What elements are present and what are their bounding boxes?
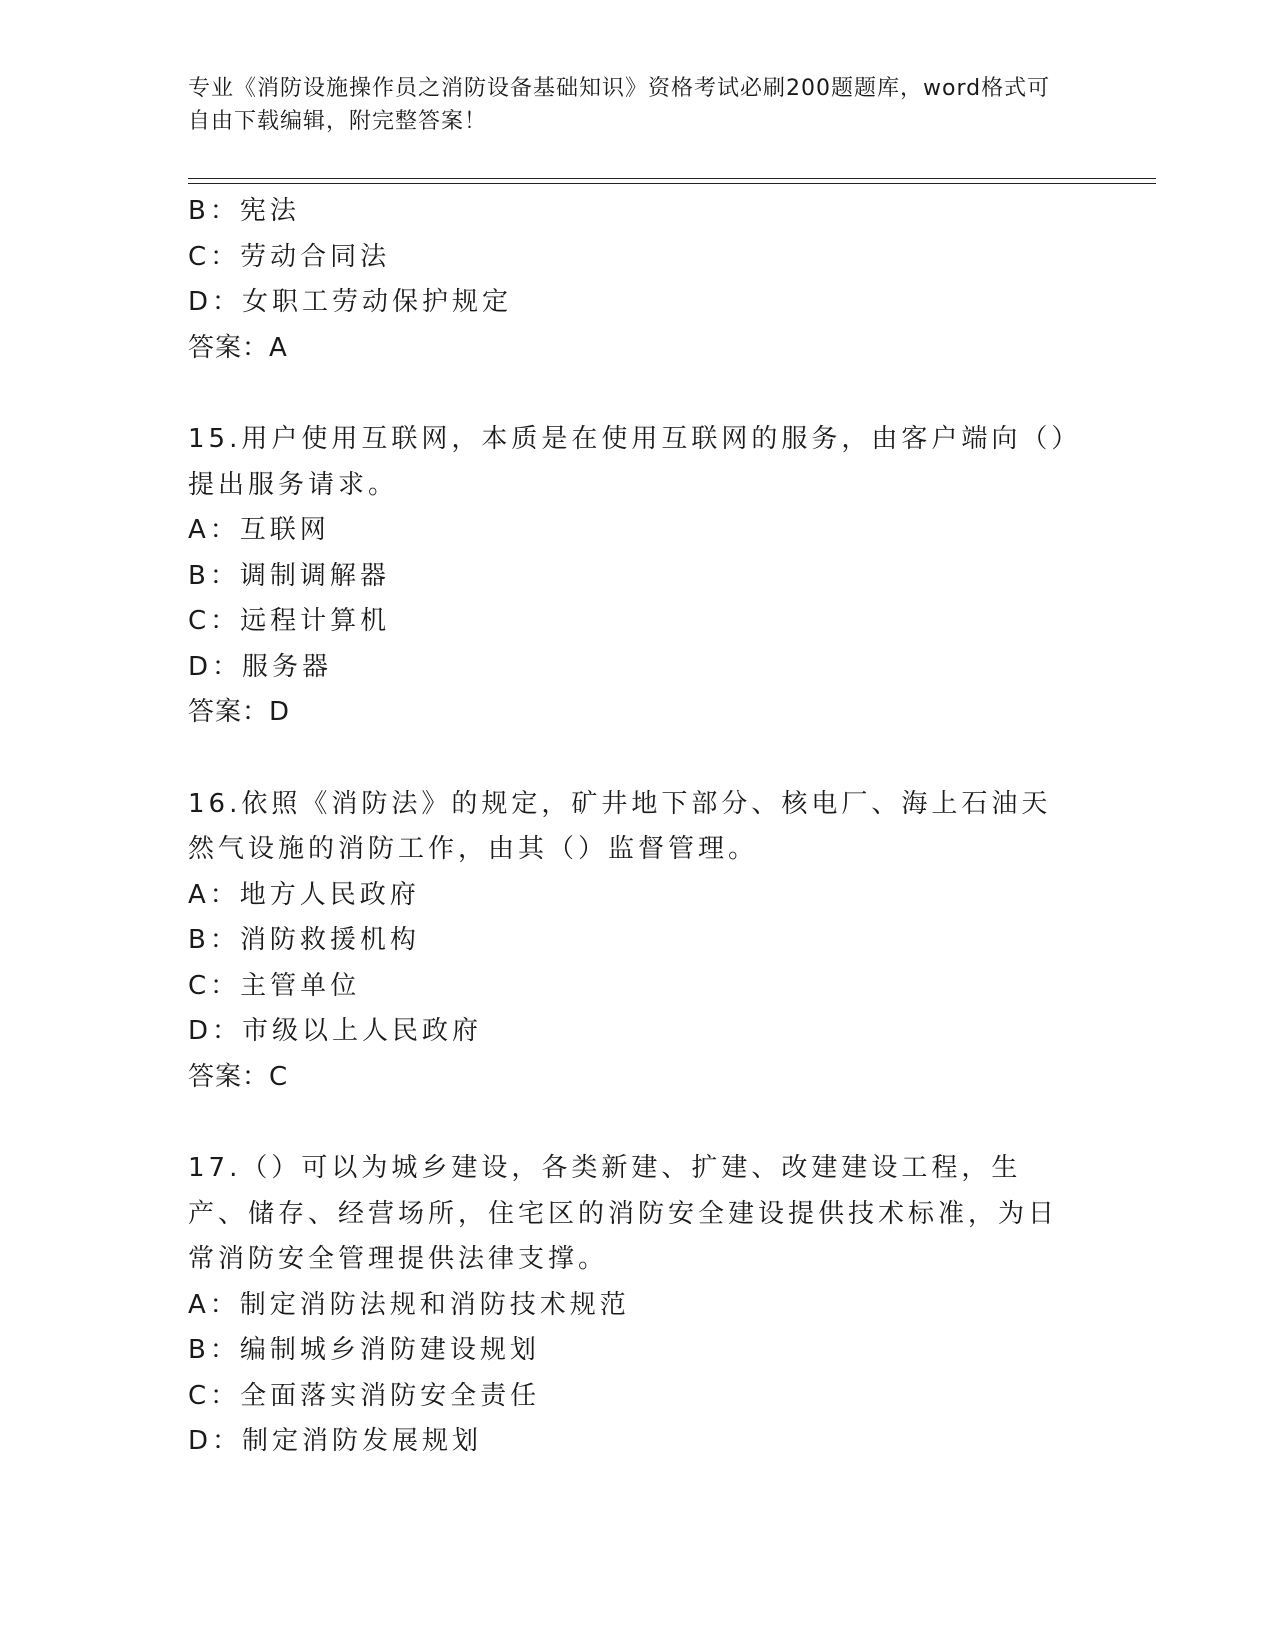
option-a: A：互联网 [188, 515, 330, 545]
question-stem: 15.用户使用互联网，本质是在使用互联网的服务，由客户端向（）提出服务请求。 [188, 424, 1069, 500]
option-b: B：消防救援机构 [188, 925, 420, 955]
question-stem: 16.依照《消防法》的规定，矿井地下部分、核电厂、海上石油天然气设施的消防工作，由其（）监督管理。 [188, 788, 1052, 864]
answer-line: 答案：C [188, 1061, 289, 1092]
option-b: B：调制调解器 [188, 560, 390, 591]
option-c: C：远程计算机 [188, 606, 391, 636]
spacer [188, 1100, 1078, 1146]
question-stem: 17.（）可以为城乡建设，各类新建、扩建、改建建设工程，生产、储存、经营场所，住宅区的消防安全建设提供技术标准，为日常消防安全管理提供法律支撑。 [188, 1153, 1059, 1274]
option-d: D：女职工劳动保护规定 [188, 287, 513, 317]
header-divider-top [188, 178, 1156, 179]
header-divider-bottom [188, 183, 1156, 184]
option-d: D：市级以上人民政府 [188, 1016, 483, 1046]
option-c: C：全面落实消防安全责任 [188, 1380, 541, 1411]
answer-line: 答案：D [188, 697, 291, 727]
spacer [188, 371, 1078, 417]
spacer [188, 736, 1078, 782]
option-a: A：制定消防法规和消防技术规范 [188, 1289, 630, 1320]
option-d: D：服务器 [188, 651, 333, 682]
option-c: C：劳动合同法 [188, 241, 391, 272]
option-d: D：制定消防发展规划 [188, 1426, 483, 1456]
question-15 [188, 417, 1078, 736]
question-16 [188, 782, 1078, 1101]
answer-line: 答案：A [188, 332, 288, 363]
option-b: B：宪法 [188, 196, 300, 226]
option-a: A：地方人民政府 [188, 879, 420, 910]
question-17 [188, 1146, 1078, 1465]
document-header: 专业《消防设施操作员之消防设备基础知识》资格考试必刷200题题库，word格式可自由下载编辑，附完整答案！ [188, 76, 1051, 134]
option-b: B：编制城乡消防建设规划 [188, 1335, 540, 1365]
question-list [188, 189, 1078, 1465]
option-c: C：主管单位 [188, 970, 361, 1001]
question-14-tail [188, 189, 1078, 371]
